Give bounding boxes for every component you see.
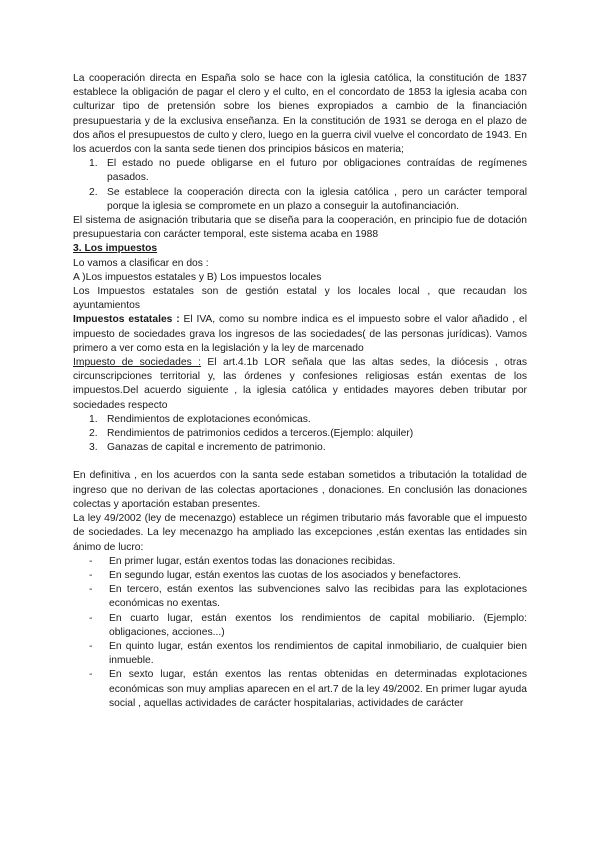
section-heading: 3. Los impuestos — [73, 243, 158, 255]
paragraph-definitiva: En definitiva , en los acuerdos con la santa sede estaban sometidos a tributación la totalidad de ingreso que no derivan de las colectas aportaciones , donaciones. En conclusión las donaciones colectas y aportación estaban presentes. — [73, 470, 527, 510]
list-marker: 1. — [89, 158, 98, 170]
paragraph-asignacion: El sistema de asignación tributaria que se diseña para la cooperación, en principio fue de dotación presupuestaria con carácter temporal, este sistema acaba en 1988 — [73, 215, 527, 241]
paragraph-impuestos-estatales — [73, 313, 527, 356]
list-marker: 1. — [89, 413, 98, 425]
rendimientos-list — [73, 413, 527, 456]
sociedades-label: Impuesto de sociedades : — [73, 357, 202, 369]
list-item — [73, 555, 527, 569]
list-marker: - — [89, 569, 93, 581]
list-marker: - — [89, 640, 93, 652]
paragraph-ley-mecenazgo: La ley 49/2002 (ley de mecenazgo) establece un régimen tributario más favorable que el impuesto de sociedades. La ley mecenazgo ha ampliado las excepciones ,están exentas las entidades sin ánimo de lucro: — [73, 513, 527, 553]
classification-line: A )Los impuestos estatales y B) Los impuestos locales — [73, 271, 322, 283]
list-item — [73, 583, 527, 611]
list-marker: - — [89, 612, 93, 624]
list-item-text: El estado no puede obligarse en el futuro por obligaciones contraídas de regímenes pasados. — [107, 158, 527, 184]
list-item-text: Ganazas de capital e incremento de patrimonio. — [107, 442, 326, 454]
list-item-text: En quinto lugar, están exentos los rendimientos de capital inmobiliario, de cualquier bien inmueble. — [109, 640, 527, 667]
paragraph-impuesto-sociedades — [73, 356, 527, 413]
list-marker: 3. — [89, 442, 98, 454]
list-item-text: En cuarto lugar, están exentos los rendimientos de capital mobiliario. (Ejemplo: obligaciones, acciones...) — [109, 612, 527, 638]
list-item — [73, 427, 527, 441]
estatales-label: Impuestos estatales : — [73, 314, 180, 326]
paragraph-cooperacion: La cooperación directa en España solo se hace con la iglesia católica, la constitución de 1837 establece la obligación de pagar el clero y el culto, en el concordato de 1853 la iglesia acaba con culturizar tipo de pretensión sobre los bienes expropiados a cambio de la financiación presupuestaria y de la exclusiva enseñanza. En la constitución de 1931 se deroga en el plazo de dos años el presupuestos de culto y clero, luego en la guerra civil vuelve el concordato de 1943. En los acuerdos con la santa sede tienen dos principios básicos en materia; — [73, 73, 527, 156]
list-marker: 2. — [89, 186, 98, 198]
document-page — [73, 72, 527, 711]
list-item — [73, 413, 527, 427]
list-item — [73, 186, 527, 214]
sociedades-text: El art.4.1b LOR señala que las altas sedes, la diócesis , otras circunscripciones territorial y, las órdenes y confesiones religiosas están exentas de los impuestos.Del acuerdo siguiente , la iglesia católica y entidades mayores deben tributar por sociedades respecto — [73, 357, 527, 411]
list-item — [73, 612, 527, 640]
list-item — [73, 640, 527, 668]
paragraph-gestion: Los Impuestos estatales son de gestión estatal y los locales local , que recaudan los ayuntamientos — [73, 286, 527, 312]
list-item-text: En primer lugar, están exentos todas las donaciones recibidas. — [109, 555, 396, 567]
list-item — [73, 569, 527, 583]
list-item-text: Rendimientos de explotaciones económicas. — [107, 413, 311, 425]
list-marker: - — [89, 555, 93, 567]
list-marker: - — [89, 669, 93, 681]
estatales-text: El IVA, como su nombre indica es el impuesto sobre el valor añadido , el impuesto de sociedades grava los ingresos de las sociedades( de las personas jurídicas). Vamos primero a ver como esta en la legislación y la ley de marcenado — [73, 314, 527, 354]
list-item — [73, 157, 527, 185]
list-item-text: En segundo lugar, están exentos las cuotas de los asociados y benefactores. — [109, 569, 462, 581]
section-intro: Lo vamos a clasificar en dos : — [73, 257, 209, 269]
list-marker: - — [89, 584, 93, 596]
list-item-text: Rendimientos de patrimonios cedidos a terceros.(Ejemplo: alquiler) — [107, 428, 414, 440]
principles-list — [73, 157, 527, 214]
list-item-text: En tercero, están exentos las subvenciones salvo las recibidas para las explotaciones económicas no exentas. — [109, 584, 527, 610]
list-marker: 2. — [89, 428, 98, 440]
list-item — [73, 441, 527, 455]
paragraph-gap — [73, 455, 527, 469]
list-item-text: Se establece la cooperación directa con la iglesia católica , pero un carácter temporal porque la iglesia se compromete en un plazo a conseguir la autofinanciación. — [107, 186, 527, 212]
exenciones-list — [73, 555, 527, 711]
list-item — [73, 668, 527, 711]
list-item-text: En sexto lugar, están exentos las rentas obtenidas en determinadas explotaciones económicas son muy amplias aparecen en el art.7 de la ley 49/2002. En primer lugar ayuda social , aquellas actividades de carácter hospitalarias, actividades de carácter — [109, 669, 527, 709]
